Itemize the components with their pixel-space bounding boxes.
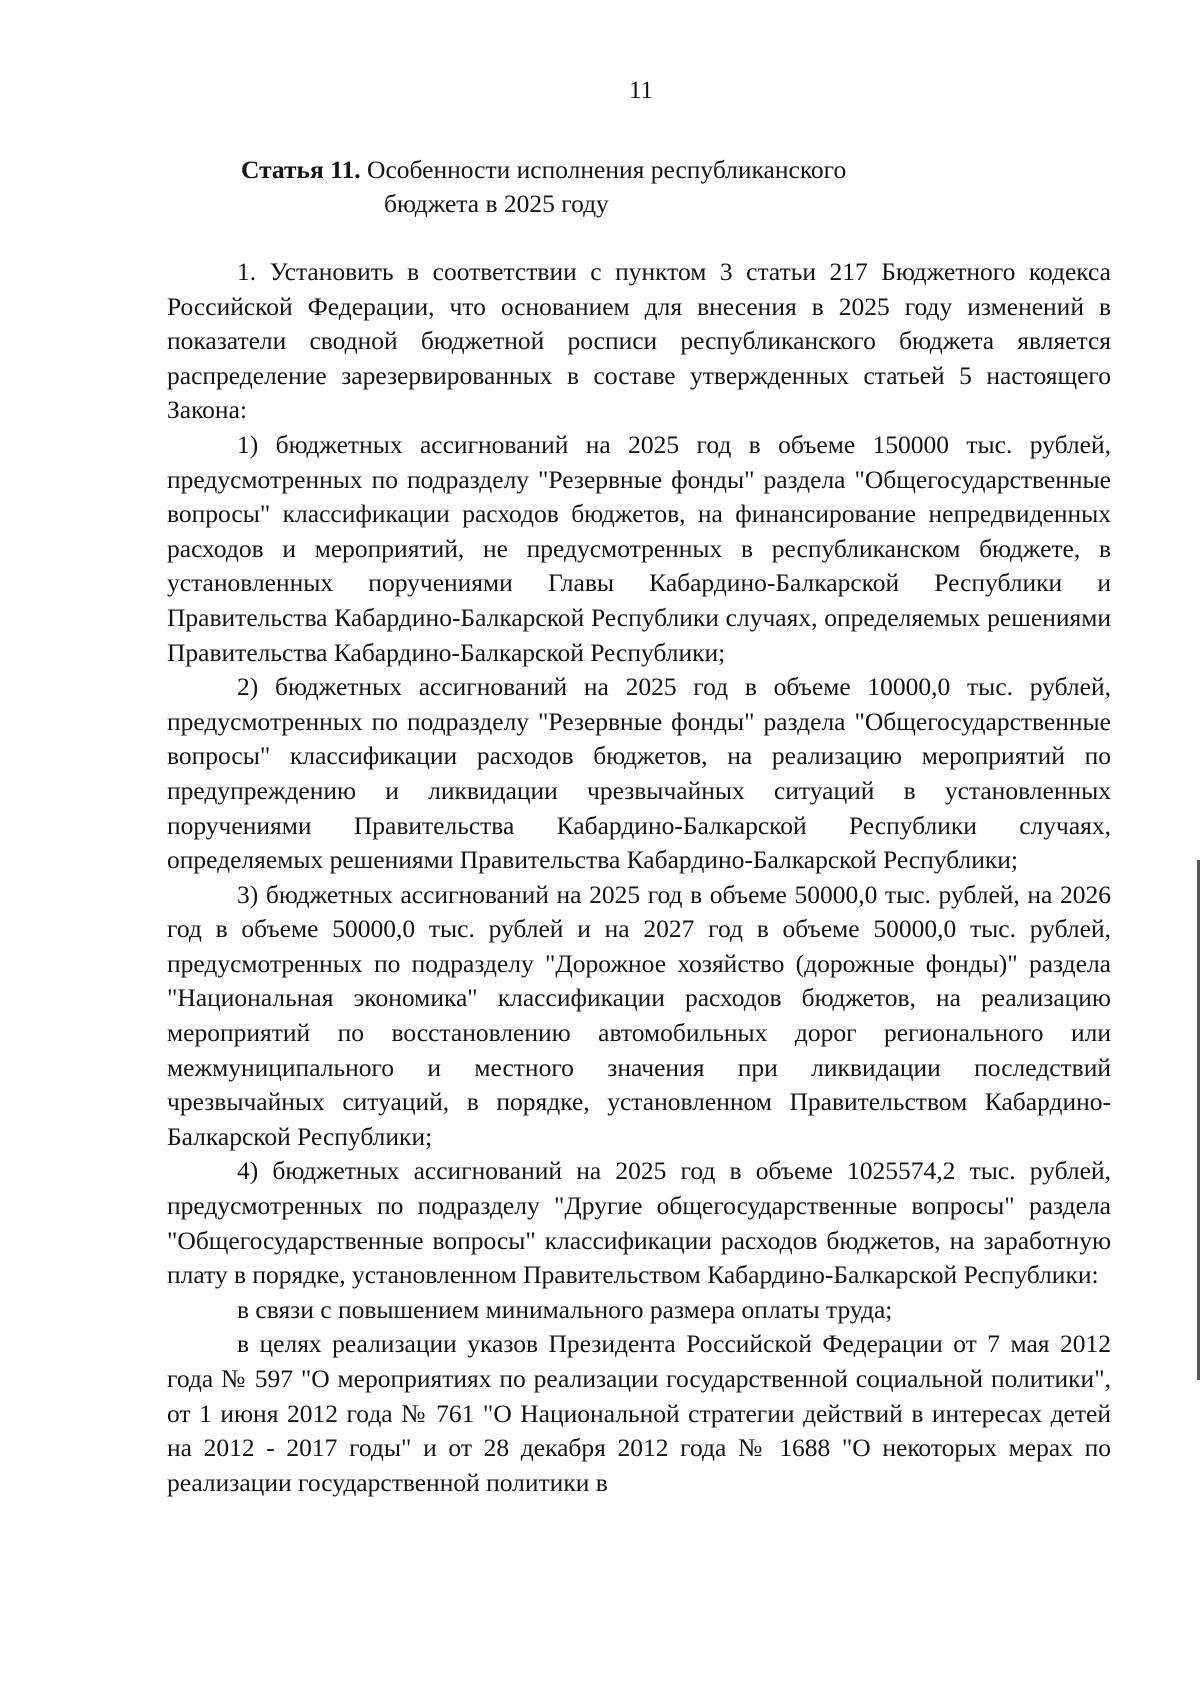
paragraph-sub-2: в целях реализации указов Президента Российской Федерации от 7 мая 2012 года № 597 "О мероприятиях по реализации государственной социальной политики", от 1 июня 2012 года № 761 "О Национальной стратегии действий в интересах детей на 2012 - 2017 годы" и от 28 декабря 2012 года № 1688 "О некоторых мерах по реализации государственной политики в xyxy=(167,1329,1111,1497)
paragraph-item-4: 4) бюджетных ассигнований на 2025 год в объеме 1025574,2 тыс. рублей, предусмотренных по подразделу "Другие общегосударственные вопросы" раздела "Общегосударственные вопросы" классификации расходов бюджетов, на заработную плату в порядке, установленном Правительством Кабардино-Балкарской Республики: xyxy=(167,1156,1111,1290)
article-label: Статья 11. xyxy=(241,155,361,184)
paragraph-sub-1: в связи с повышением минимального размера оплаты труда; xyxy=(237,1294,893,1324)
paragraph-item-3: 3) бюджетных ассигнований на 2025 год в объеме 50000,0 тыс. рублей, на 2026 год в объеме 50000,0 тыс. рублей и на 2027 год в объеме 50000,0 тыс. рублей, предусмотренных по подразделу "Дорожное хозяйство (дорожные фонды)" раздела "Национальная экономика" классификации расходов бюджетов, на реализацию мероприятий по восстановлению автомобильных дорог регионального или межмуниципального и местного значения при ликвидации последствий чрезвычайных ситуаций, в порядке, установленном Правительством Кабардино-Балкарской Республики; xyxy=(167,879,1111,1151)
paragraph-1: 1. Установить в соответствии с пунктом 3 статьи 217 Бюджетного кодекса Российской Федерации, что основанием для внесения в 2025 году изменений в показатели сводной бюджетной росписи республиканского бюджета является распределение зарезервированных в составе утвержденных статьей 5 настоящего Закона: xyxy=(167,257,1111,425)
article-title-line1: Особенности исполнения республиканского xyxy=(367,155,847,184)
paragraph-item-2: 2) бюджетных ассигнований на 2025 год в объеме 10000,0 тыс. рублей, предусмотренных по подразделу "Резервные фонды" раздела "Общегосударственные вопросы" классификации расходов бюджетов, на реализацию мероприятий по предупреждению и ликвидации чрезвычайных ситуаций в установленных поручениями Правительства Кабардино-Балкарской Республики случаях, определяемых решениями Правительства Кабардино-Балкарской Республики; xyxy=(167,672,1111,875)
page-number: 11 xyxy=(628,77,654,104)
paragraph-item-1: 1) бюджетных ассигнований на 2025 год в объеме 150000 тыс. рублей, предусмотренных по подразделу "Резервные фонды" раздела "Общегосударственные вопросы" классификации расходов бюджетов, на финансирование непредвиденных расходов и мероприятий, не предусмотренных в республиканском бюджете, в установленных поручениями Главы Кабардино-Балкарской Республики и Правительства Кабардино-Балкарской Республики случаях, определяемых решениями Правительства Кабардино-Балкарской Республики; xyxy=(167,429,1111,667)
article-title-line2: бюджета в 2025 году xyxy=(384,189,609,218)
article-heading xyxy=(241,153,1001,221)
article-body xyxy=(167,255,1111,1500)
